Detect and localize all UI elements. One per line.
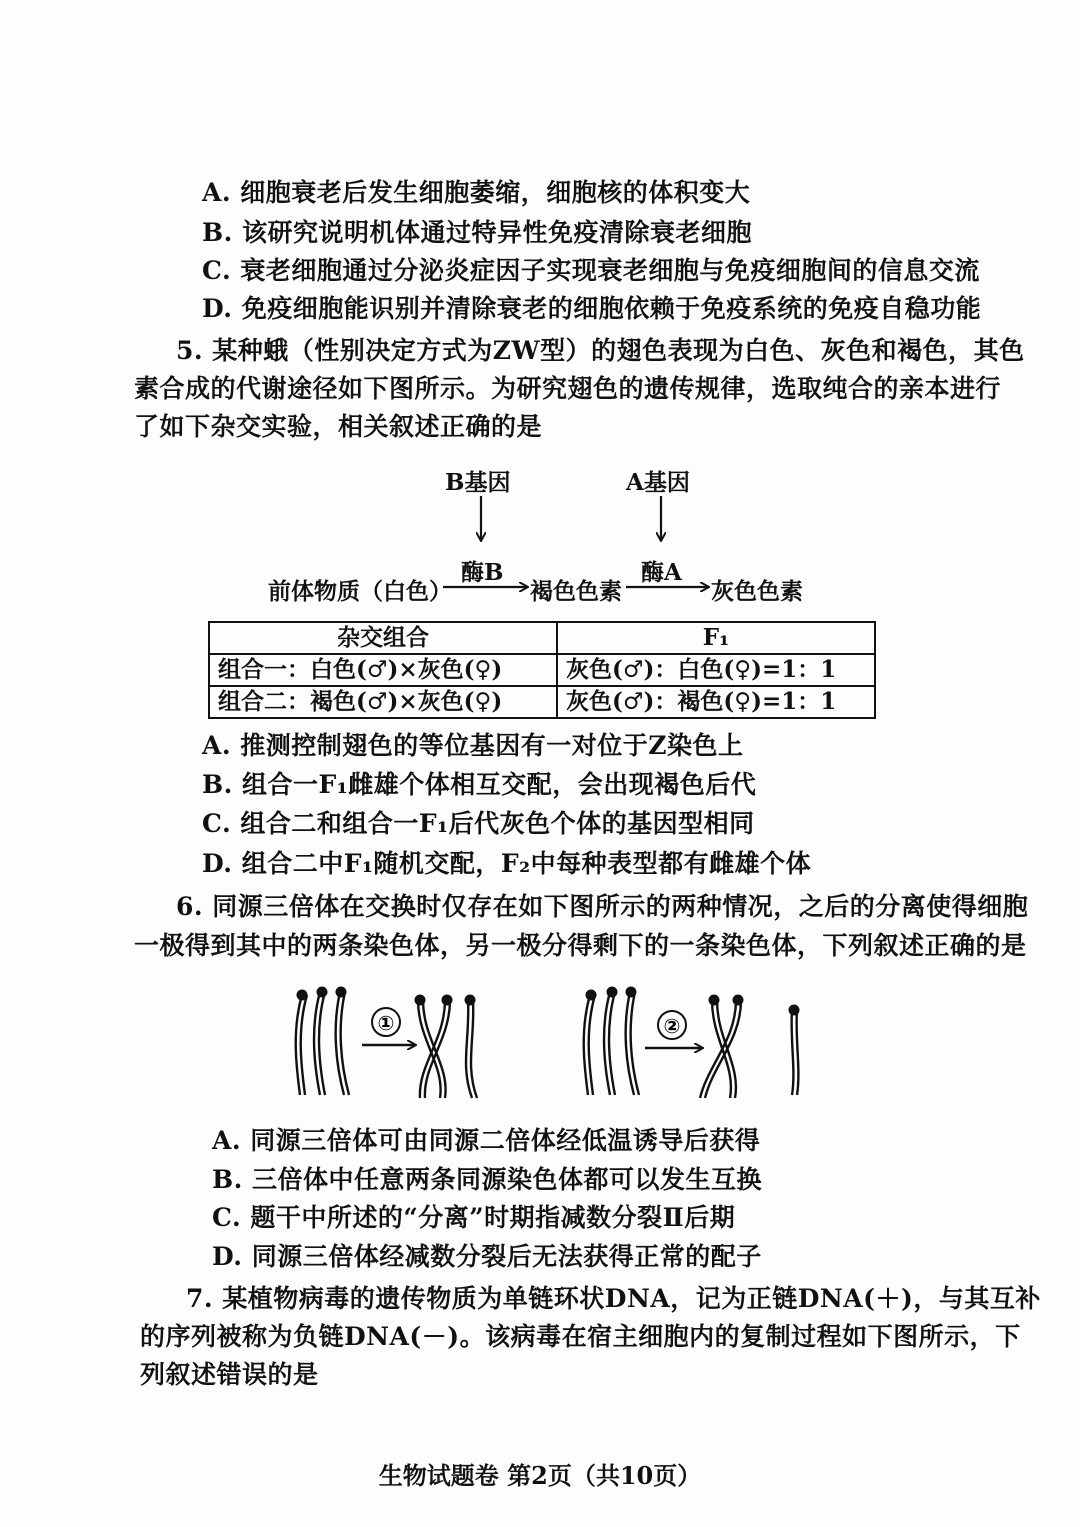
- q5-option-a: A. 推测控制翅色的等位基因有一对位于Z染色上: [202, 731, 744, 760]
- q6-option-c: C. 题干中所述的“分离”时期指减数分裂Ⅱ后期: [212, 1203, 736, 1232]
- gray-pigment-label: 灰色色素: [711, 578, 803, 605]
- table-header-row: [209, 622, 875, 654]
- q4-option-c: C. 衰老细胞通过分泌炎症因子实现衰老细胞与免疫细胞间的信息交流: [202, 256, 980, 285]
- combo-2-cross: 组合二：褐色(♂)×灰色(♀): [209, 686, 557, 718]
- q6-stem-line-2: 一极得到其中的两条染色体，另一极分得剩下的一条染色体，下列叙述正确的是: [134, 931, 1027, 960]
- q6-option-a: A. 同源三倍体可由同源二倍体经低温诱导后获得: [212, 1126, 761, 1155]
- gene-b-label: B基因: [445, 469, 511, 496]
- page-footer: 生物试题卷 第2页（共10页）: [378, 1461, 702, 1490]
- q6-option-d: D. 同源三倍体经减数分裂后无法获得正常的配子: [212, 1242, 762, 1271]
- header-f1: F₁: [557, 622, 875, 654]
- q5-stem-line-2: 素合成的代谢途径如下图所示。为研究翅色的遗传规律，选取纯合的亲本进行: [134, 374, 1002, 403]
- precursor-label: 前体物质（白色）: [268, 578, 452, 605]
- cross-table: [208, 621, 876, 719]
- figure-label-1: ①: [377, 1011, 395, 1035]
- enzyme-a-label: 酶A: [641, 559, 682, 586]
- q4-option-a: A. 细胞衰老后发生细胞萎缩，细胞核的体积变大: [202, 178, 751, 207]
- figure-label-2: ②: [663, 1014, 681, 1038]
- q6-option-b: B. 三倍体中任意两条同源染色体都可以发生互换: [212, 1165, 763, 1194]
- q4-option-b: B. 该研究说明机体通过特异性免疫清除衰老细胞: [202, 218, 753, 247]
- combo-1-f1: 灰色(♂)：白色(♀)=1：1: [557, 654, 875, 686]
- q7-stem-line-1: 7. 某植物病毒的遗传物质为单链环状DNA，记为正链DNA(＋)，与其互补: [186, 1284, 1041, 1313]
- chromosome-figure-2: [584, 992, 799, 1098]
- q6-stem-line-1: 6. 同源三倍体在交换时仅存在如下图所示的两种情况，之后的分离使得细胞: [176, 892, 1029, 921]
- table-row: [209, 654, 875, 686]
- q5-stem-line-3: 了如下杂交实验，相关叙述正确的是: [134, 412, 543, 441]
- q7-stem-line-3: 列叙述错误的是: [140, 1360, 319, 1389]
- q5-option-d: D. 组合二中F₁随机交配，F₂中每种表型都有雌雄个体: [202, 849, 812, 878]
- table-row: [209, 686, 875, 718]
- q5-option-b: B. 组合一F₁雌雄个体相互交配，会出现褐色后代: [202, 770, 757, 799]
- header-cross-combination: 杂交组合: [209, 622, 557, 654]
- q7-stem-line-2: 的序列被称为负链DNA(－)。该病毒在宿主细胞内的复制过程如下图所示，下: [140, 1322, 1021, 1351]
- enzyme-b-label: 酶B: [461, 559, 504, 586]
- gene-a-label: A基因: [626, 469, 690, 496]
- q4-option-d: D. 免疫细胞能识别并清除衰老的细胞依赖于免疫系统的免疫自稳功能: [202, 294, 982, 323]
- combo-1-cross: 组合一：白色(♂)×灰色(♀): [209, 654, 557, 686]
- q5-stem-line-1: 5. 某种蛾（性别决定方式为ZW型）的翅色表现为白色、灰色和褐色，其色: [176, 336, 1025, 365]
- brown-pigment-label: 褐色色素: [530, 578, 622, 605]
- combo-2-f1: 灰色(♂)：褐色(♀)=1：1: [557, 686, 875, 718]
- q5-option-c: C. 组合二和组合一F₁后代灰色个体的基因型相同: [202, 809, 755, 838]
